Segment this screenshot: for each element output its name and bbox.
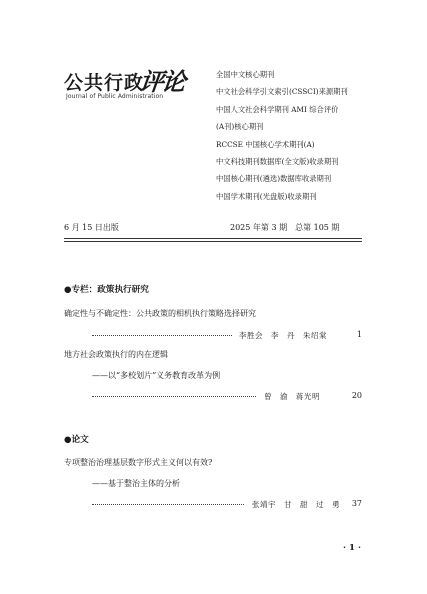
indexing-item: (A刊)核心期刊: [216, 122, 264, 132]
indexing-item: RCCSE 中国核心学术期刊(A): [216, 139, 315, 149]
indexing-item: 中国核心期刊(遴选)数据库收录期刊: [216, 174, 332, 184]
journal-title: 公共行政: [64, 72, 145, 94]
page-number-marker: · 1 ·: [343, 543, 361, 553]
indexing-item: 全国中文核心期刊: [216, 70, 275, 79]
dot-leader: [92, 504, 244, 505]
indexing-list: [216, 66, 348, 205]
indexing-item: 中文社会科学引文索引(CSSCI)来源期刊: [216, 87, 348, 97]
article-authors: 张靖宇 甘 甜 过 勇: [252, 500, 340, 509]
toc-entry-line: [92, 499, 362, 509]
section-heading-policy-implementation: ●专栏：政策执行研究: [64, 285, 149, 295]
journal-english-title: Journal of Public Administration: [66, 93, 164, 100]
article-page-number: 37: [351, 499, 362, 508]
header-divider-top: [64, 238, 362, 239]
dot-leader: [92, 335, 232, 336]
journal-title-calligraphy: 评论: [138, 67, 186, 96]
issue-date: 6 月 15 日出版: [64, 223, 119, 232]
article-title[interactable]: 专项整治治理基层数字形式主义何以有效?: [64, 458, 213, 467]
toc-entry-line: [92, 330, 362, 340]
indexing-item: 中国人文社会科学期刊 AMI 综合评价: [216, 104, 339, 114]
article-page-number: 20: [351, 391, 362, 400]
indexing-item: 中文科技期刊数据库(全文版)收录期刊: [216, 156, 339, 166]
article-authors: 李胜会 李 丹 朱绍棠: [239, 331, 327, 340]
header-divider-bottom: [64, 241, 362, 242]
article-title[interactable]: 确定性与不确定性：公共政策的相机执行策略选择研究: [64, 309, 256, 318]
article-subtitle: ——以“多校划片”义务教育改革为例: [92, 371, 221, 380]
article-subtitle: ——基于整治主体的分析: [92, 479, 180, 488]
article-title[interactable]: 地方社会政策执行的内在逻辑: [64, 350, 168, 359]
article-authors: 曾 渝 蒋光明: [264, 392, 320, 401]
indexing-item: 中国学术期刊(光盘版)收录期刊: [216, 191, 317, 201]
dot-leader: [92, 396, 256, 397]
toc-entry-line: [92, 391, 362, 401]
article-page-number: 1: [356, 330, 362, 339]
section-heading-papers: ●论文: [64, 435, 89, 445]
issue-number: 2025 年第 3 期 总第 105 期: [230, 223, 340, 232]
